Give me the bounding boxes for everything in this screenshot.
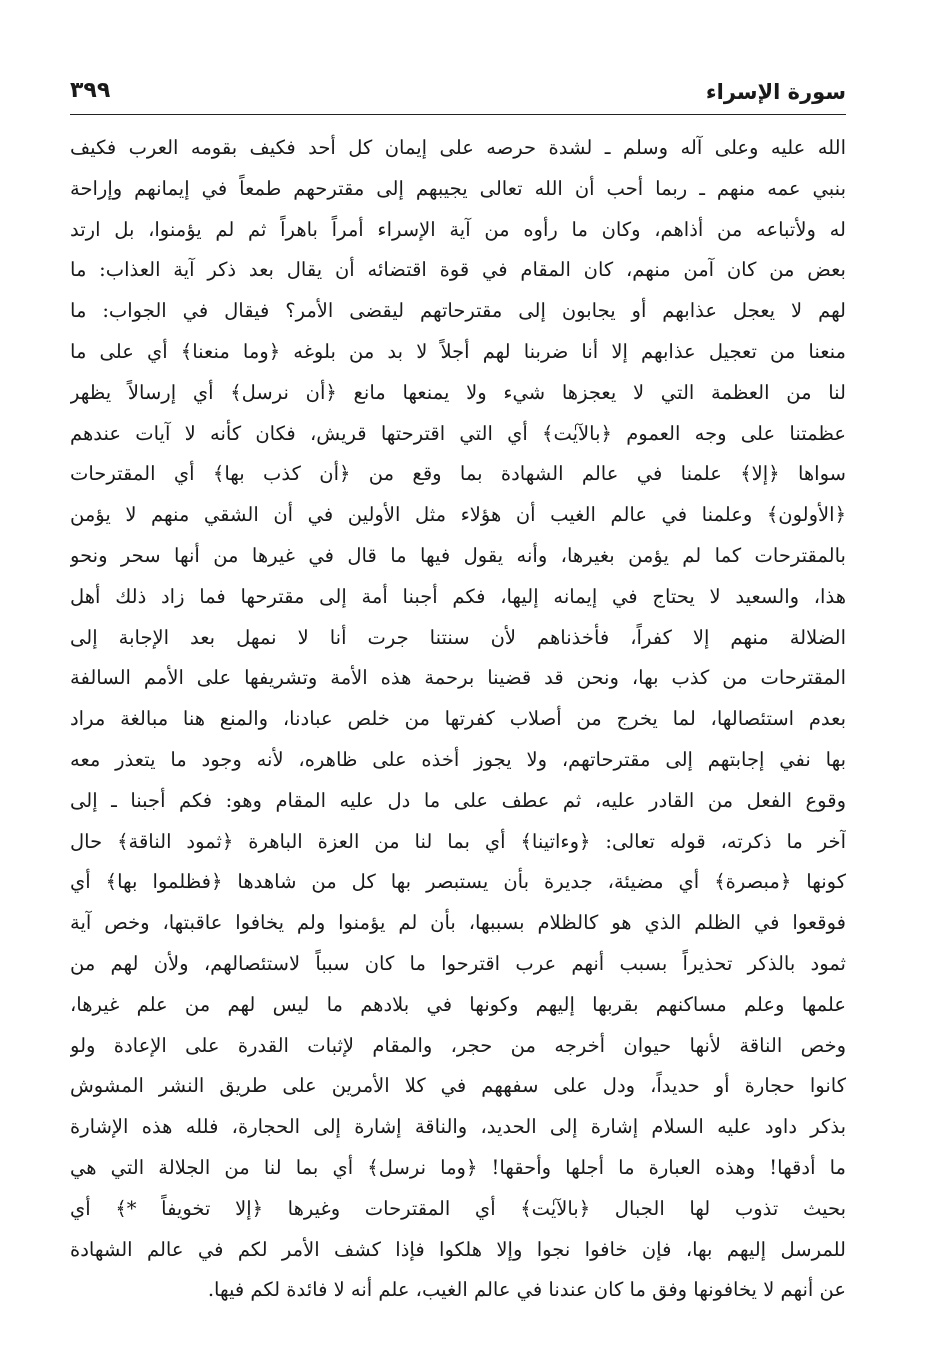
text-line: ثمود بالذكر تحذيراً بسبب أنهم عرب اقترحوا ما كان سبباً لاستئصالهم، ولأن لهم من [70,951,846,975]
text-line: ﴿الأولون﴾ وعلمنا في عالم الغيب أن هؤلاء مثل الأولين في أن الشقي منهم لا يؤمن [70,503,846,527]
text-line: وخص الناقة لأنها حيوان أخرجه من حجر، والمقام لإثبات القدرة على الإعادة ولو [70,1033,846,1057]
text-line: آخر ما ذكرته، قوله تعالى: ﴿وءاتينا﴾ أي بما لنا من العزة الباهرة ﴿ثمود الناقة﴾ حال [70,829,846,853]
text-line: عن أنهم لا يخافونها وفق ما كان عندنا في عالم الغيب، علم أنه لا فائدة لكم فيها. [207,1278,846,1302]
text-line: بنبي عمه منهم ـ ربما أحب أن الله تعالى يجيبهم إلى مقترحهم طمعاً في إيمانهم وإراحة [70,176,846,200]
text-line: له ولأتباعه من أذاهم، وكان ما رأوه من آية الإسراء أمراً باهراً ثم لم يؤمنوا، بل ارتد [70,217,846,241]
text-line: بعض من كان آمن منهم، كان المقام في قوة اقتضائه أن يقال بعد ذكر آية العذاب: ما [70,258,846,282]
text-line: فوقعوا في الظلم الذي هو كالظلام بسببها، بأن لم يؤمنوا ولم يخافوا عاقبتها، وخص آية [70,911,846,935]
text-line: منعنا من تعجيل عذابهم إلا أنا ضربنا لهم أجلاً لا بد من بلوغه ﴿وما منعنا﴾ أي على ما [70,339,846,363]
text-line: بذكر داود عليه السلام إشارة إلى الحديد، والناقة إشارة إلى الحجارة، فلله هذه الإشارة [70,1115,846,1139]
surah-title: سورة الإسراء [705,80,846,104]
page-header [70,72,846,112]
text-line: بالمقترحات كما لم يؤمن بغيرها، وأنه يقول فيها ما قال في غيرها من أنها سحر ونحو [70,543,846,567]
page-number: ٣٩٩ [70,78,111,103]
text-line: علمها وعلم مساكنهم بقربها إليهم وكونها في بلادهم ما ليس لهم من علم غيرها، [70,992,846,1016]
text-line: ما أدقها! وهذه العبارة ما أجلها وأحقها! ﴿وما نرسل﴾ أي بما لنا من الجلالة التي هي [70,1155,846,1179]
commentary-text [70,128,846,1311]
text-line: وقوع الفعل من القادر عليه، ثم عطف على ما دل عليه المقام وهو: فكم أجبنا ـ إلى [70,788,846,812]
text-line: لنا من العظمة التي لا يعجزها شيء ولا يمنعها مانع ﴿أن نرسل﴾ أي إرسالاً يظهر [70,380,846,404]
text-line: هذا، والسعيد لا يحتاج في إيمانه إليها، فكم أجبنا أمة إلى مقترحها فما زاد ذلك أهل [70,584,846,608]
text-line: سواها ﴿إلا﴾ علمنا في عالم الشهادة بما وقع من ﴿أن كذب بها﴾ أي المقترحات [70,462,846,486]
text-line: كانوا حجارة أو حديداً، ودل على سفههم في كلا الأمرين على طريق النشر المشوش [70,1074,846,1098]
text-line: الله عليه وعلى آله وسلم ـ لشدة حرصه على إيمان كل أحد فكيف بقومه العرب فكيف [70,136,846,159]
text-line: بحيث تذوب لها الجبال ﴿بالآيٰت﴾ أي المقترحات وغيرها ﴿إلا تخويفاً *﴾ أي [70,1196,846,1220]
text-line: بعدم استئصالها، لما يخرج من أصلاب كفرتها من خلص عبادنا، والمنع هنا مبالغة مراد [70,707,846,731]
text-line: للمرسل إليهم بها، فإن خافوا نجوا وإلا هلكوا فإذا كشف الأمر لكم في عالم الشهادة [70,1237,846,1261]
text-line: الضلالة منهم إلا كفراً، فأخذناهم لأن سنتنا جرت أنا لا نمهل بعد الإجابة إلى [70,625,846,649]
text-line: كونها ﴿مبصرة﴾ أي مضيئة، جديرة بأن يستبصر بها كل من شاهدها ﴿فظلموا بها﴾ أي [70,870,846,894]
text-line: المقترحات من كذب بها، ونحن قد قضينا برحمة هذه الأمة وتشريفها على الأمم السالفة [70,666,846,690]
text-line: بها نفي إجابتهم إلى مقترحاتهم، ولا يجوز أخذه على ظاهره، لأنه وجود ما يتعذر معه [70,747,846,771]
text-line: لهم لا يعجل عذابهم أو يجابون إلى مقترحاتهم ليقضى الأمر؟ فيقال في الجواب: ما [70,299,846,323]
header-divider [70,114,846,115]
text-line: عظمتنا على وجه العموم ﴿بالآيٰت﴾ أي التي اقترحتها قريش، فكان كأنه لا آيات عندهم [70,421,846,445]
